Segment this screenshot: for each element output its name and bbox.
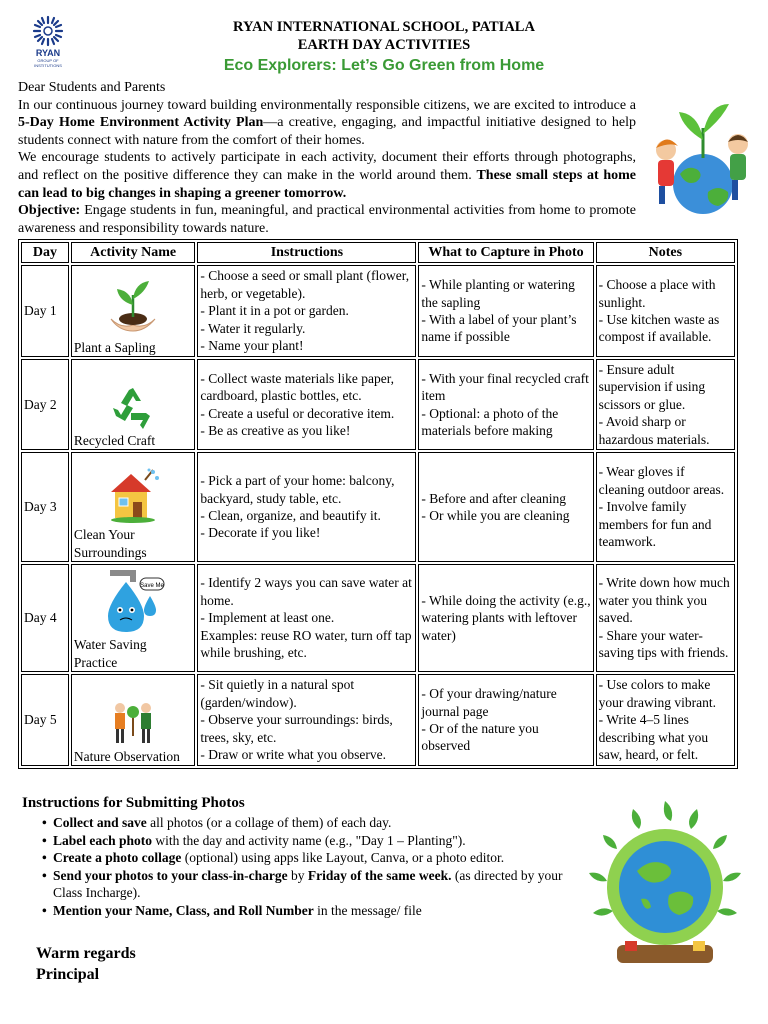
logo-subtitle: GROUP OF INSTITUTIONS [34,58,62,68]
capture-cell: - While planting or watering the sapling - With a label of your plant’s name if possible [418,265,593,357]
instructions-cell: - Pick a part of your home: balcony, backyard, study table, etc. - Clean, organize, and beautify it. - Decorate if you like! [197,452,416,562]
notes-cell: - Use colors to make your drawing vibrant. - Write 4–5 lines describing what you saw, heard, or felt. [596,674,735,766]
table-row [21,359,735,450]
capture-cell: - With your final recycled craft item - Optional: a photo of the materials before making [418,359,593,450]
recycle-icon [110,384,156,430]
save-me-bubble-text: Save Me [140,583,164,590]
green-earth-illustration [577,795,753,973]
activity-cell [71,564,196,672]
activity-cell [71,359,196,450]
list-item: • Collect and save all photos (or a collage of them) of each day. [22,814,582,832]
header-day: Day [21,242,69,263]
header-notes: Notes [596,242,735,263]
closing-section [36,943,136,985]
activity-cell [71,452,196,562]
instructions-cell: - Choose a seed or small plant (flower, herb, or vegetable). - Plant it in a pot or garden. - Water it regularly. - Name your plant! [197,265,416,357]
activity-cell [71,674,196,766]
notes-cell: - Wear gloves if cleaning outdoor areas. - Involve family members for fun and teamwork. [596,452,735,562]
submission-title: Instructions for Submitting Photos [22,795,245,811]
signatory: Principal [36,966,100,983]
intro-section [18,79,636,237]
day-cell: Day 5 [21,674,69,766]
regards: Warm regards [36,945,136,962]
table-row [21,265,735,357]
submission-list [22,814,582,919]
intro-paragraph-1: In our continuous journey toward building environmentally responsible citizens, we are excited to introduce a 5-Day Home Environment Activity Plan—a creative, engaging, and impactful initiative designed to help students connect with nature from the comfort of their homes. [18,97,636,148]
notes-cell: - Choose a place with sunlight. - Use kitchen waste as compost if available. [596,265,735,357]
table-row [21,564,735,672]
event-title: EARTH DAY ACTIVITIES [297,37,471,53]
activity-name: Water Saving Practice [73,637,147,670]
instructions-cell: - Collect waste materials like paper, cardboard, plastic bottles, etc. - Create a useful or decorative item. - Be as creative as you like! [197,359,416,450]
table-row [21,452,735,562]
activity-cell [71,265,196,357]
theme-title: Eco Explorers: Let’s Go Green from Home [223,57,545,74]
activity-table [18,239,738,769]
activity-name: Plant a Sapling [73,339,156,355]
notes-cell: - Ensure adult supervision if using scissors or glue. - Avoid sharp or hazardous materials. [596,359,735,450]
objective: Objective: Engage students in fun, meaningful, and practical environmental activities from home to promote awareness and responsibility towards nature. [18,203,636,236]
list-item: • Create a photo collage (optional) using apps like Layout, Canva, or a photo editor. [22,849,582,867]
submission-section [22,795,582,919]
day-cell: Day 2 [21,359,69,450]
header-activity: Activity Name [71,242,196,263]
water-drop-save-me-icon [100,570,166,634]
list-item: • Mention your Name, Class, and Roll Number in the message/ file [22,902,582,920]
day-cell: Day 3 [21,452,69,562]
school-name: RYAN INTERNATIONAL SCHOOL, PATIALA [233,19,535,35]
instructions-cell: - Identify 2 ways you can save water at home. - Implement at least one. Examples: reuse RO water, turn off tap while brushing, etc. [197,564,416,672]
logo-name: RYAN [35,48,61,58]
notes-cell: - Write down how much water you think you saved. - Share your water-saving tips with friends. [596,564,735,672]
activity-name: Nature Observation [73,748,180,764]
capture-cell: - While doing the activity (e.g., watering plants with leftover water) [418,564,593,672]
intro-paragraph-2: We encourage students to actively participate in each activity, document their efforts through photographs, and reflect on the positive difference they can make in the world around them. These small steps at home can lead to big changes in shaping a greener tomorrow. [18,150,636,201]
sapling-hands-icon [103,275,163,337]
table-header-row [21,242,735,263]
clean-house-icon [105,466,161,524]
table-row [21,674,735,766]
activity-name: Recycled Craft [73,432,156,448]
capture-cell: - Before and after cleaning - Or while you are cleaning [418,452,593,562]
day-cell: Day 1 [21,265,69,357]
header-capture: What to Capture in Photo [418,242,593,263]
activity-name: Clean Your Surroundings [73,527,147,560]
list-item: • Send your photos to your class-in-charge by Friday of the same week. (as directed by your Class Incharge). [22,867,582,902]
list-item: • Label each photo with the day and activity name (e.g., "Day 1 – Planting"). [22,832,582,850]
kids-globe-illustration [650,92,756,218]
capture-cell: - Of your drawing/nature journal page - Or of the nature you observed [418,674,593,766]
day-cell: Day 4 [21,564,69,672]
nature-observation-icon [106,696,160,746]
header-instructions: Instructions [197,242,416,263]
greeting: Dear Students and Parents [18,80,166,95]
instructions-cell: - Sit quietly in a natural spot (garden/window). - Observe your surroundings: birds, trees, sky, etc. - Draw or write what you observe. [197,674,416,766]
